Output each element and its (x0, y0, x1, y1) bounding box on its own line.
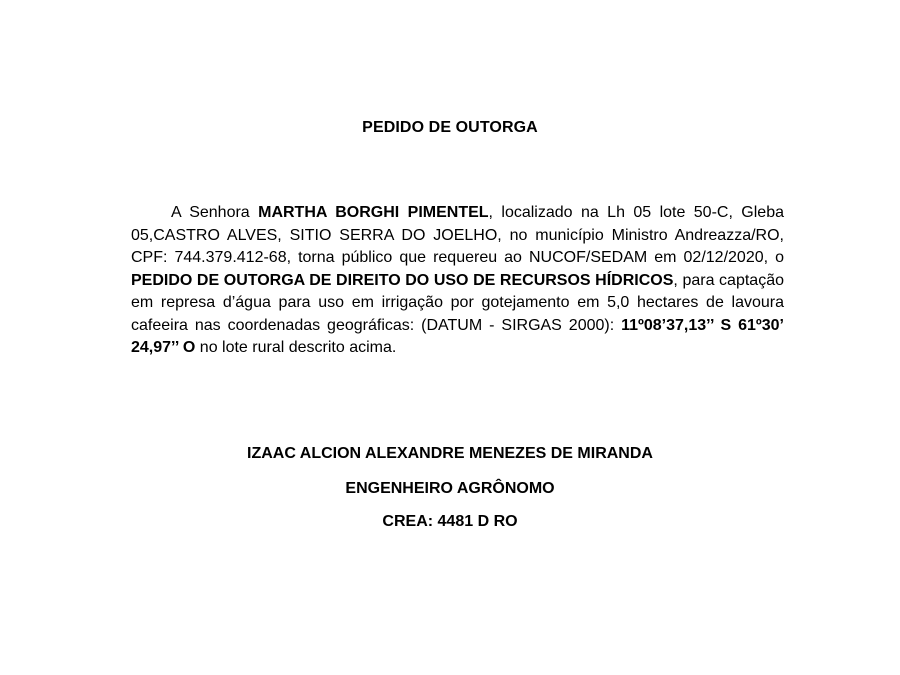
paragraph-text-2: , localizado na Lh 05 lote 50-C, Gleba 05,CASTRO ALVES, SITIO SERRA DO JOELHO, no município Ministro Andreazza/RO, CPF: 744.379.412-68, torna público que requereu ao NUCOF/SEDAM em 02/12/2020, o (131, 204, 785, 266)
paragraph-text-4: no lote rural descrito acima. (195, 339, 397, 356)
coordinates: 11º08’37,13’’ S 61º30’ 24,97’’ O (131, 316, 784, 356)
notice-paragraph (131, 202, 784, 360)
paragraph-text-1: A Senhora (171, 204, 259, 221)
applicant-name: MARTHA BORGHI PIMENTEL (258, 204, 489, 221)
signatory-name: IZAAC ALCION ALEXANDRE MENEZES DE MIRANDA (247, 445, 653, 462)
document-title: PEDIDO DE OUTORGA (362, 119, 538, 136)
signatory-crea: CREA: 4481 D RO (382, 513, 518, 530)
paragraph-text-3: , para captação em represa d’água para uso em irrigação por gotejamento em 5,0 hectares de lavoura cafeeira nas coordenadas geográficas: (DATUM - SIRGAS 2000): (131, 271, 784, 334)
signatory-role: ENGENHEIRO AGRÔNOMO (345, 480, 555, 497)
request-type: PEDIDO DE OUTORGA DE DIREITO DO USO DE RECURSOS HÍDRICOS (131, 271, 674, 289)
